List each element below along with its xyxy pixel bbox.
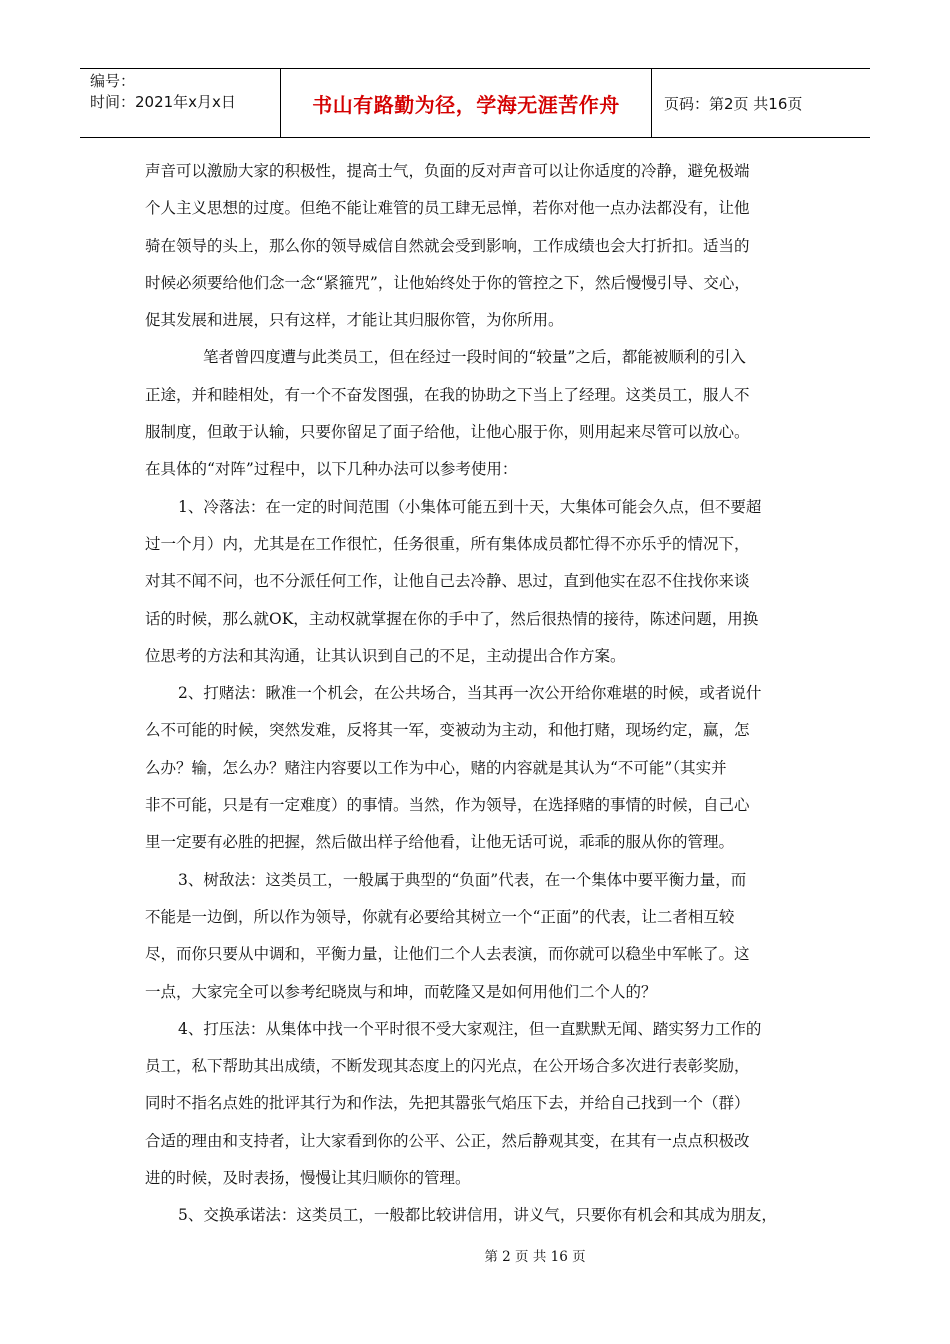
method-item-start-line: 4、打压法：从集体中找一个平时很不受大家观注，但一直默默无闻、踏实努力工作的: [178, 1019, 762, 1038]
body-line: 同时不指名点姓的批评其行为和作法，先把其嚣张气焰压下去，并给自己找到一个（群）: [145, 1094, 750, 1113]
body-line: 骑在领导的头上，那么你的领导威信自然就会受到影响，工作成绩也会大打折扣。适当的: [145, 236, 750, 255]
body-line: 正途，并和睦相处，有一个不奋发图强，在我的协助之下当上了经理。这类员工，服人不: [145, 385, 750, 404]
page-header: [80, 68, 870, 138]
body-line: 进的时候，及时表扬，慢慢让其归顺你的管理。: [145, 1169, 471, 1188]
body-line: 对其不闻不问，也不分派任何工作，让他自己去冷静、思过，直到他实在忍不住找你来谈: [145, 572, 750, 591]
header-motto: 书山有路勤为径，学海无涯苦作舟: [280, 69, 652, 137]
body-line: 非不可能，只是有一定难度）的事情。当然，作为领导，在选择赌的事情的时候，自己心: [145, 796, 750, 815]
method-item-start-line: 3、树敌法：这类员工，一般属于典型的“负面”代表，在一个集体中要平衡力量，而: [178, 870, 747, 889]
body-line: 在具体的“对阵”过程中，以下几种办法可以参考使用：: [145, 460, 518, 479]
paragraph-start-line: 笔者曾四度遭与此类员工，但在经过一段时间的“较量”之后，都能被顺利的引入: [203, 348, 746, 367]
header-meta: [80, 69, 280, 137]
body-line: 合适的理由和支持者，让大家看到你的公平、公正，然后静观其变，在其有一点点积极改: [145, 1131, 750, 1150]
document-body: [145, 153, 805, 1235]
document-date-label: 时间：2021年x月x日: [90, 93, 236, 111]
body-line: 不能是一边倒，所以作为领导，你就有必要给其树立一个“正面”的代表，让二者相互较: [145, 907, 735, 926]
body-line: 里一定要有必胜的把握，然后做出样子给他看，让他无话可说，乖乖的服从你的管理。: [145, 833, 735, 852]
footer-page-number: 第 2 页 共 16 页: [484, 1249, 586, 1265]
body-line: 过一个月）内，尤其是在工作很忙，任务很重，所有集体成员都忙得不亦乐乎的情况下，: [145, 534, 750, 553]
body-line: 么不可能的时候，突然发难，反将其一军，变被动为主动，和他打赌，现场约定，赢，怎: [145, 721, 750, 740]
page-footer: [0, 1245, 950, 1265]
body-line: 话的时候，那么就OK，主动权就掌握在你的手中了，然后很热情的接待，陈述问题，用换: [145, 609, 759, 628]
body-line: 服制度，但敢于认输，只要你留足了面子给他，让他心服于你，则用起来尽管可以放心。: [145, 423, 750, 442]
method-item-start-line: 1、冷落法：在一定的时间范围（小集体可能五到十天，大集体可能会久点，但不要超: [178, 497, 762, 516]
body-line: 个人主义思想的过度。但绝不能让难管的员工肆无忌惮，若你对他一点办法都没有，让他: [145, 199, 750, 218]
header-page-code: 页码：第2页 共16页: [664, 94, 803, 113]
body-line: 时候必须要给他们念一念“紧箍咒”，让他始终处于你的管控之下，然后慢慢引导、交心，: [145, 273, 750, 292]
body-line: 一点，大家完全可以参考纪晓岚与和坤，而乾隆又是如何用他们二个人的？: [145, 982, 657, 1001]
method-item-start-line: 5、交换承诺法：这类员工，一般都比较讲信用，讲义气，只要你有机会和其成为朋友，: [178, 1206, 777, 1225]
body-line: 尽，而你只要从中调和，平衡力量，让他们二个人去表演，而你就可以稳坐中军帐了。这: [145, 945, 750, 964]
method-item-start-line: 2、打赌法：瞅准一个机会，在公共场合，当其再一次公开给你难堪的时候，或者说什: [178, 684, 762, 703]
body-line: 么办？输，怎么办？赌注内容要以工作为中心，赌的内容就是其认为“不可能”（其实并: [145, 758, 727, 777]
body-line: 位思考的方法和其沟通，让其认识到自己的不足，主动提出合作方案。: [145, 646, 626, 665]
body-line: 促其发展和进展，只有这样，才能让其归服你管，为你所用。: [145, 311, 564, 330]
body-line: 声音可以激励大家的积极性，提高士气，负面的反对声音可以让你适度的冷静，避免极端: [145, 162, 750, 180]
document-number-label: 编号：: [90, 72, 136, 90]
body-line: 员工，私下帮助其出成绩，不断发现其态度上的闪光点，在公开场合多次进行表彰奖励，: [145, 1057, 750, 1076]
